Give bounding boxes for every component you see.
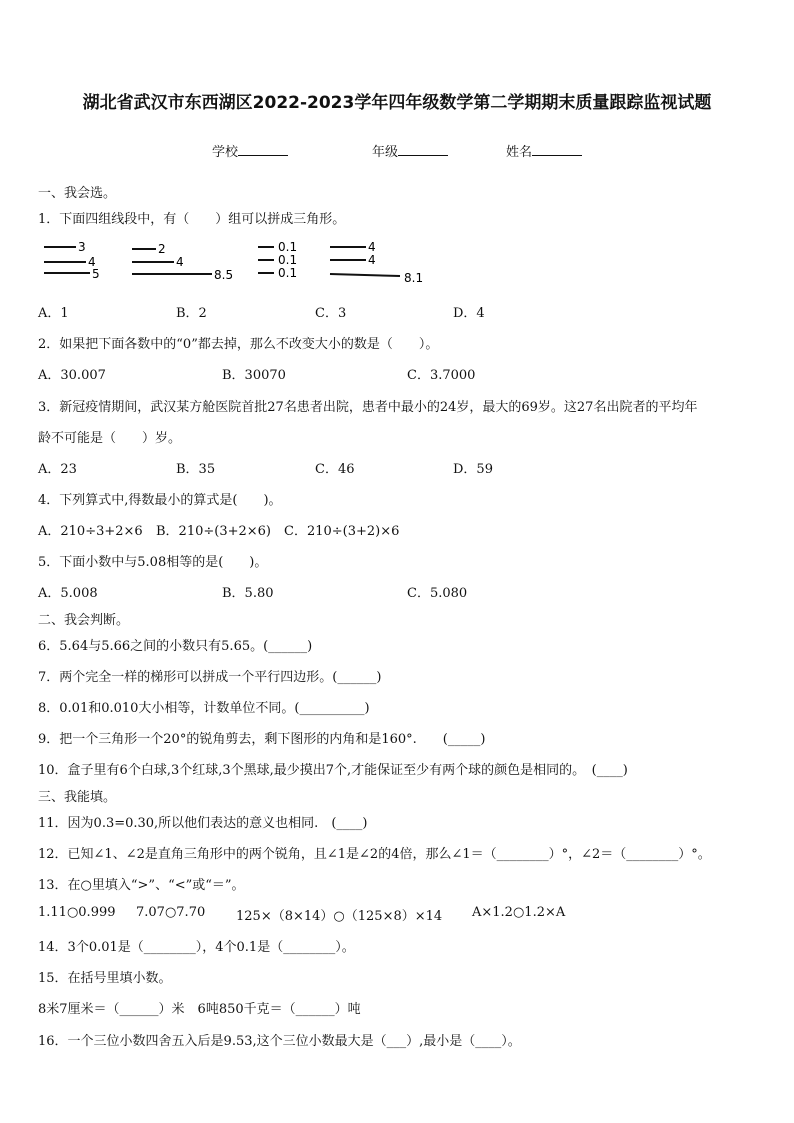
q1-segments-figure [30,238,450,288]
q13-item[interactable]: 1.11○0.999 [38,905,116,920]
question-9: 9．把一个三角形一个20°的锐角剪去，剩下图形的内角和是160°. (_____) [38,732,486,747]
segment-label: 8.1 [404,271,424,285]
q1-option-a[interactable]: A．1 [38,306,69,321]
q4-option-c[interactable]: C．210÷(3+2)×6 [284,524,400,539]
segment-label: 2 [158,242,166,256]
question-14: 14．3个0.01是（________），4个0.1是（________）。 [38,940,355,955]
grade-blank[interactable] [398,143,448,156]
name-blank[interactable] [532,143,582,156]
q13-item[interactable]: 7.07○7.70 [136,905,206,920]
segment-label: 4 [88,255,96,269]
segment-label: 0.1 [278,266,298,280]
school-label: 学校 [212,145,239,160]
section-2-heading: 二、我会判断。 [38,613,130,628]
q1-option-d[interactable]: D．4 [453,306,485,321]
question-4: 4．下列算式中,得数最小的算式是( )。 [38,493,282,508]
school-field[interactable] [212,141,288,160]
grade-label: 年级 [372,145,399,160]
question-15-answers: 8米7厘米＝（______）米 6吨850千克＝（______）吨 [38,1002,361,1017]
name-label: 姓名 [506,145,533,160]
question-16: 16．一个三位小数四舍五入后是9.53,这个三位小数最大是（___）,最小是（____）。 [38,1034,521,1049]
question-6: 6．5.64与5.66之间的小数只有5.65。(______) [38,639,313,654]
q4-option-a[interactable]: A．210÷3+2×6 [38,524,143,539]
segment-label: 4 [176,255,184,269]
question-5: 5．下面小数中与5.08相等的是( )。 [38,555,268,570]
question-15: 15．在括号里填小数。 [38,971,172,986]
q13-item[interactable]: 125×（8×14）○（125×8）×14 [236,909,443,924]
q5-option-c[interactable]: C．5.080 [407,586,468,601]
q2-option-c[interactable]: C．3.7000 [407,368,476,383]
question-1: 1．下面四组线段中，有（ ）组可以拼成三角形。 [38,212,346,227]
segment-label: 0.1 [278,253,298,267]
q1-option-b[interactable]: B．2 [176,306,207,321]
segment-label: 8.5 [214,268,234,282]
question-11: 11．因为0.3=0.30,所以他们表达的意义也相同. (____) [38,816,368,831]
grade-field[interactable] [372,141,448,160]
question-2: 2．如果把下面各数中的“0”都去掉，那么不改变大小的数是（ ）。 [38,337,439,352]
q5-option-b[interactable]: B．5.80 [222,586,274,601]
q3-option-b[interactable]: B．35 [176,462,216,477]
section-1-heading: 一、我会选。 [38,186,117,201]
segment-group-3 [258,240,297,280]
q3-option-a[interactable]: A．23 [38,462,77,477]
question-10: 10．盒子里有6个白球,3个红球,3个黑球,最少摸出7个,才能保证至少有两个球的颜色是相同的。 (____) [38,763,628,778]
page-title: 湖北省武汉市东西湖区2022-2023学年四年级数学第二学期期末质量跟踪监视试题 [82,93,712,113]
segment-label: 3 [78,240,86,254]
segment-label: 4 [368,253,376,267]
question-13: 13．在○里填入“>”、“<”或“＝”。 [38,878,245,893]
q4-option-b[interactable]: B．210÷(3+2×6) [156,524,272,539]
segment-label: 4 [368,240,376,254]
segment-group-1 [44,240,100,281]
question-12: 12．已知∠1、∠2是直角三角形中的两个锐角，且∠1是∠2的4倍，那么∠1＝（________）°，∠2＝（________）°。 [38,847,711,862]
question-3-line-2: 龄不可能是（ ）岁。 [38,431,182,446]
question-3-line-1: 3．新冠疫情期间，武汉某方舱医院首批27名患者出院，患者中最小的24岁，最大的69岁。这27名出院者的平均年 [38,400,698,415]
question-8: 8．0.01和0.010大小相等，计数单位不同。(__________) [38,701,370,716]
section-3-heading: 三、我能填。 [38,790,117,805]
segment-label: 5 [92,267,100,281]
q5-option-a[interactable]: A．5.008 [38,586,98,601]
q13-item[interactable]: A×1.2○1.2×A [472,905,566,920]
q3-option-d[interactable]: D．59 [453,462,493,477]
name-field[interactable] [506,141,582,160]
q1-option-c[interactable]: C．3 [315,306,347,321]
question-7: 7．两个完全一样的梯形可以拼成一个平行四边形。(______) [38,670,382,685]
q2-option-a[interactable]: A．30.007 [38,368,106,383]
q3-option-c[interactable]: C．46 [315,462,355,477]
q2-option-b[interactable]: B．30070 [222,368,286,383]
segment-group-2 [132,242,233,282]
segment-label: 0.1 [278,240,298,254]
school-blank[interactable] [238,143,288,156]
segment-group-4 [330,240,423,285]
